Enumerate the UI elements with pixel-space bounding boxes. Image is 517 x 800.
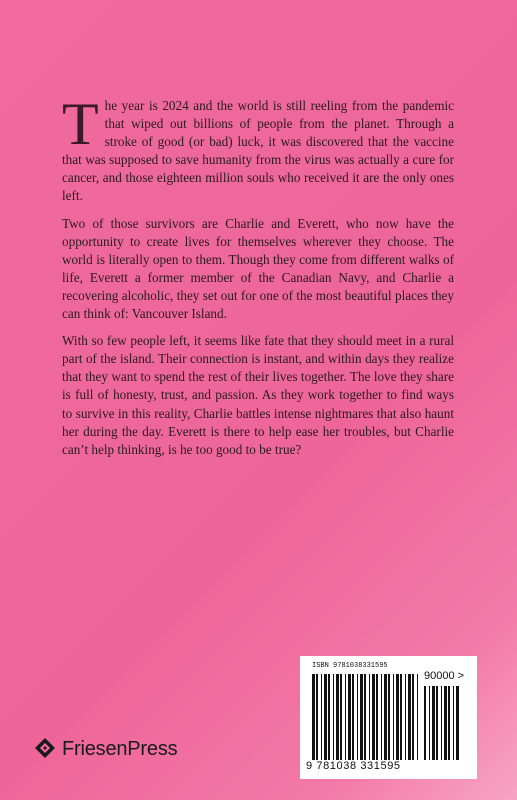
barcode-bar [360, 674, 363, 760]
barcode-addon-bars [424, 686, 462, 760]
barcode-bar [364, 674, 366, 760]
barcode-bar [381, 674, 382, 760]
barcode-bar [432, 686, 435, 760]
barcode-bar [417, 674, 418, 760]
isbn-barcode-box [300, 656, 477, 779]
barcode-bar [453, 686, 454, 760]
barcode-bar [369, 674, 370, 760]
barcode-bar [357, 674, 358, 760]
barcode-main-bars [312, 674, 420, 760]
publisher-logo [34, 737, 177, 761]
blurb-paragraph-2: Two of those survivors are Charlie and Everett, who now have the opportunity to create lives for themselves wherever they choose. The world is literally open to them. Though they come from different walks of life, Everett a former member of the Canadian Navy, and Charlie a recovering alcoholic, they set out for one of the most beautiful places they can think of: Vancouver Island. [62, 215, 454, 322]
barcode-bar [393, 674, 394, 760]
isbn-digits: 9 781038 331595 [306, 760, 401, 772]
barcode-bar [376, 674, 378, 760]
blurb-paragraph-1 [62, 91, 454, 206]
barcode-bar [456, 686, 459, 760]
barcode-bar [384, 674, 387, 760]
barcode-bar [424, 686, 426, 760]
barcode-bar [408, 674, 411, 760]
friesenpress-diamond-logo-icon [34, 737, 56, 761]
barcode-bar [345, 674, 346, 760]
barcode-bar [336, 674, 339, 760]
blurb-paragraph-3: With so few people left, it seems like fate that they should meet in a rural part of the island. Their connection is instant, and within days they realize that they want to spend the rest of their lives together. The love they share is full of honesty, trust, and passion. As they work together to find ways to survive in this reality, Charlie battles intense nightmares that also haunt her during the day. Everett is there to help ease her troubles, but Charlie can’t help thinking, is he too good to be true? [62, 333, 454, 457]
barcode-bar [321, 674, 322, 760]
barcode-bar [348, 674, 351, 760]
barcode-bar [412, 674, 414, 760]
isbn-label: ISBN 9781038331595 [312, 662, 388, 670]
barcode-bar [441, 686, 442, 760]
barcode-bar [372, 674, 375, 760]
barcode-bar [429, 686, 430, 760]
barcode-bar [436, 686, 438, 760]
price-code: 90000 > [424, 670, 465, 682]
barcode-bar [316, 674, 318, 760]
drop-cap: T [62, 91, 99, 157]
barcode-bar [340, 674, 342, 760]
barcode-bar [400, 674, 402, 760]
barcode-bar [444, 686, 447, 760]
barcode-bar [448, 686, 450, 760]
barcode-bar [388, 674, 390, 760]
barcode-bar [328, 674, 330, 760]
barcode-bar [324, 674, 327, 760]
barcode-bar [352, 674, 354, 760]
barcode-bar [312, 674, 315, 760]
blurb-paragraph-1-text: he year is 2024 and the world is still reeling from the pandemic that wiped out billions of people from the planet. Through a stroke of good (or bad) luck, it was discovered that the vaccine that was supposed to save humanity from the virus was actually a cure for cancer, and those eighteen million souls who received it are the only ones left. [62, 98, 454, 204]
book-blurb [62, 91, 454, 468]
barcode-bar [405, 674, 406, 760]
barcode-bar [396, 674, 399, 760]
publisher-name: FriesenPress [62, 737, 178, 760]
barcode-bar [333, 674, 334, 760]
